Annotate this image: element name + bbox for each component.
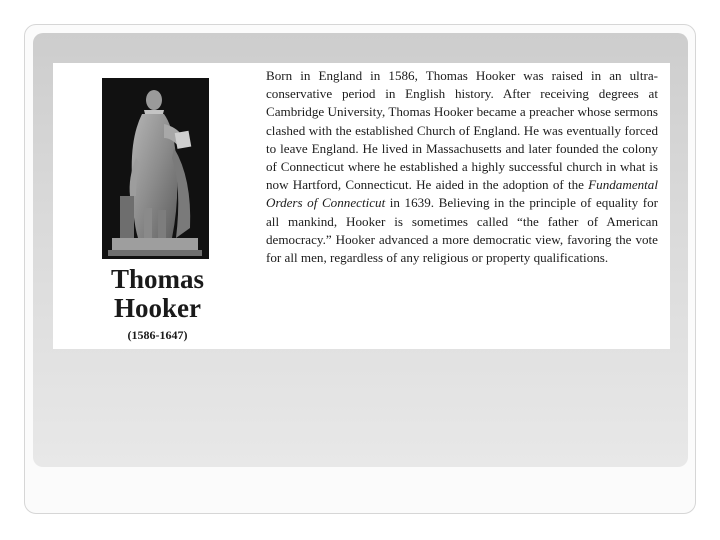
biography-italic-title: Fundamental Orders of Connecticut <box>266 177 658 211</box>
subject-dates: (1586-1647) <box>127 328 188 342</box>
subject-name <box>100 265 215 323</box>
statue-portrait-image <box>102 78 209 259</box>
subject-name-line1: Thomas <box>110 264 205 294</box>
biography-part2: in 1639. Believing in the principle of equality for all mankind, Hooker is sometimes called “the father of American democracy.” Hooker advanced a more democratic view, favoring the vote for all men, regardless of any religious or property qualifications. <box>266 195 658 266</box>
biography-part1: Born in England in 1586, Thomas Hooker was raised in an ultra-conservative period in English history. After receiving degrees at Cambridge University, Thomas Hooker became a preacher whose sermons clashed with the established Church of England. He was eventually forced to leave England. He lived in Massachusetts and later founded the colony of Connecticut where he established a highly successful church in what is now Hartford, Connecticut. He aided in the adoption of the <box>266 68 658 193</box>
biography-text <box>266 67 658 267</box>
subject-name-line2: Hooker <box>114 293 201 323</box>
